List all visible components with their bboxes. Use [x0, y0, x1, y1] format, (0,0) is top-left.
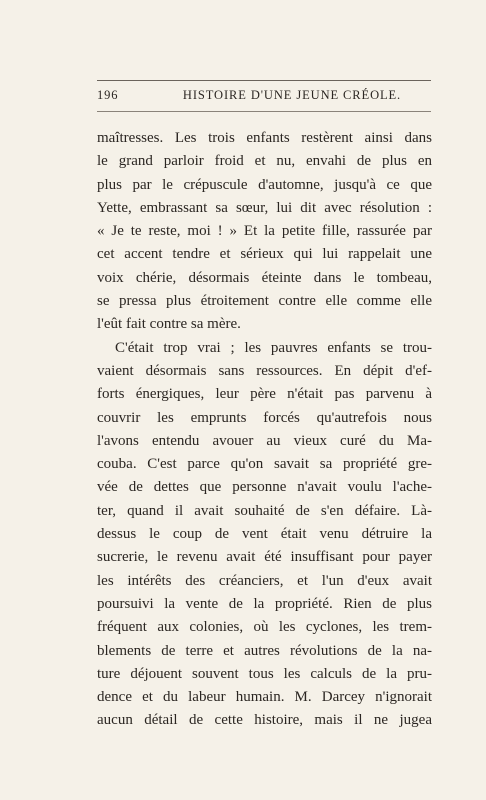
text-line: se pressa plus étroitement contre elle comme elle — [97, 293, 432, 310]
paragraph-2 — [97, 337, 432, 733]
text-line: vée de dettes que personne n'avait voulu l'ache- — [97, 479, 432, 496]
running-header — [97, 88, 431, 106]
text-line: ture déjouent souvent tous les calculs de la pru- — [97, 665, 432, 682]
text-line: poursuivi la vente de la propriété. Rien de plus — [97, 595, 432, 612]
paragraph-1 — [97, 127, 432, 337]
text-line: aucun détail de cette histoire, mais il ne jugea — [97, 712, 432, 729]
text-line: couvrir les emprunts forcés qu'autrefois nous — [97, 409, 432, 426]
text-line: vaient désormais sans ressources. En dépit d'ef- — [97, 362, 432, 379]
text-line: dence et du labeur humain. M. Darcey n'ignorait — [97, 689, 432, 706]
header-rule — [97, 111, 431, 112]
page-number: 196 — [97, 88, 119, 102]
text-line: sucrerie, le revenu avait été insuffisant pour payer — [97, 549, 432, 566]
text-line: l'eût fait contre sa mère. — [97, 316, 241, 333]
text-line: les intérêts des créanciers, et l'un d'eux avait — [97, 572, 432, 589]
text-line: blements de terre et autres révolutions de la na- — [97, 642, 432, 659]
text-line: C'était trop vrai ; les pauvres enfants se trou- — [115, 339, 432, 356]
text-line: forts énergiques, leur père n'était pas parvenu à — [97, 386, 432, 403]
running-title: HISTOIRE D'UNE JEUNE CRÉOLE. — [182, 88, 402, 102]
text-line: dessus le coup de vent était venu détruire la — [97, 526, 432, 543]
text-line: fréquent aux colonies, où les cyclones, les trem- — [97, 619, 432, 636]
text-line: le grand parloir froid et nu, envahi de plus en — [97, 153, 432, 170]
text-line: l'avons entendu avouer au vieux curé du Ma- — [97, 432, 432, 449]
text-line: couba. C'est parce qu'on savait sa propriété gre- — [97, 456, 432, 473]
text-line: ter, quand il avait souhaité de s'en défaire. Là- — [97, 502, 432, 519]
text-line: Yette, embrassant sa sœur, lui dit avec résolution : — [97, 199, 432, 216]
text-line: plus par le crépuscule d'automne, jusqu'à ce que — [97, 176, 432, 193]
top-rule — [97, 80, 431, 81]
text-line: « Je te reste, moi ! » Et la petite fille, rassurée par — [97, 223, 432, 240]
text-line: maîtresses. Les trois enfants restèrent ainsi dans — [97, 130, 432, 146]
text-line: voix chérie, désormais éteinte dans le tombeau, — [97, 269, 432, 286]
text-line: cet accent tendre et sérieux qui lui rappelait une — [97, 246, 432, 263]
body-text — [97, 127, 432, 733]
